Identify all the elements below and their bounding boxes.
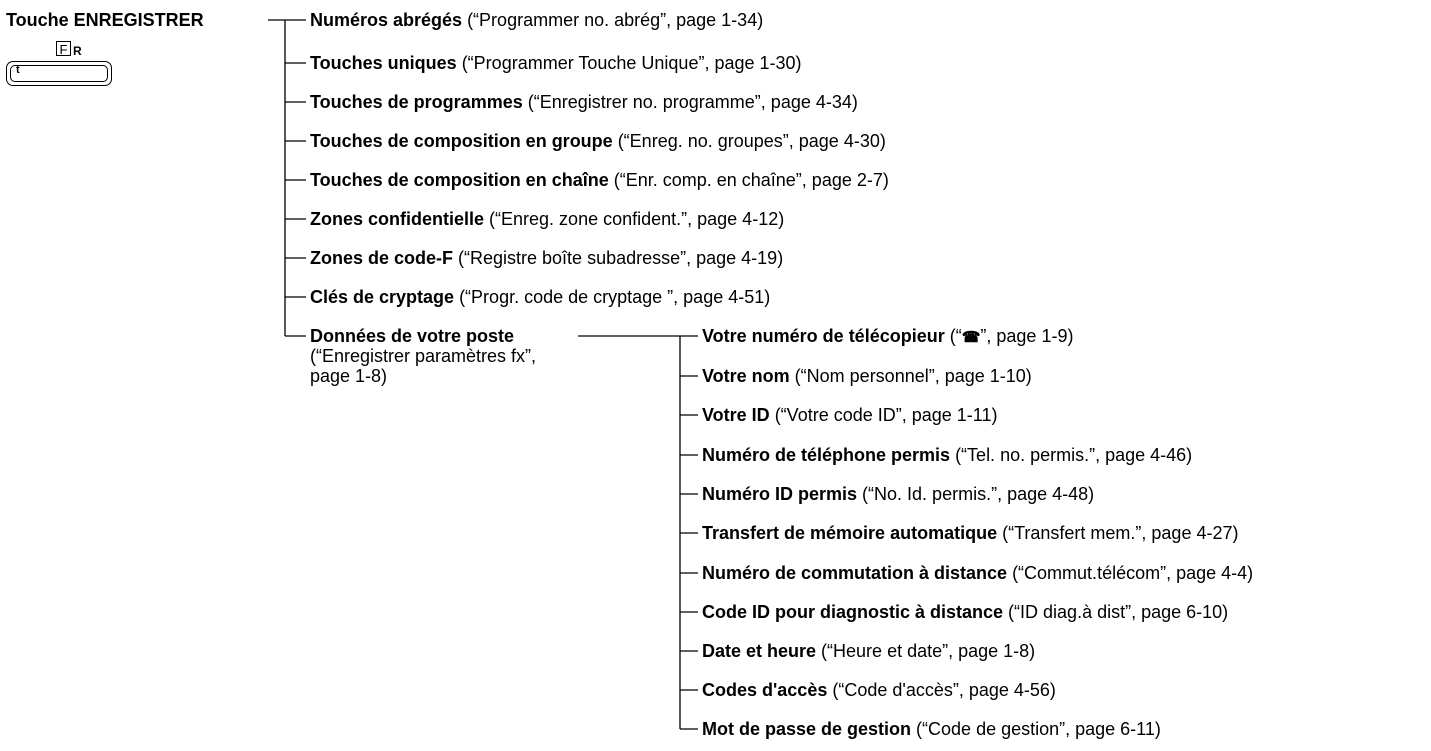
sub-permitted-id: [702, 484, 1094, 504]
branch-speed-dial: [310, 10, 763, 30]
branch-confidential: [310, 209, 784, 229]
sub-ref: (“Heure et date”, page 1-8): [816, 641, 1036, 661]
branch-label: Touches de programmes: [310, 92, 523, 112]
key-button-icon: [6, 61, 112, 86]
branch-chain-dial: [310, 170, 889, 190]
sub-permitted-phone: [702, 445, 1192, 465]
sub-label: Votre numéro de télécopieur: [702, 326, 945, 346]
sub-ref-pre: (“: [944, 326, 962, 346]
sub-ref: (“ID diag.à dist”, page 6-10): [1003, 602, 1229, 622]
branch-one-touch: [310, 53, 802, 73]
branch-ref: (“Progr. code de cryptage ”, page 4-51): [454, 287, 771, 307]
branch-label: Numéros abrégés: [310, 10, 463, 30]
branch-fcode: [310, 248, 783, 268]
sub-label: Votre nom: [702, 366, 790, 386]
branch-ref: (“Enreg. no. groupes”, page 4-30): [612, 131, 886, 151]
sub-name: [702, 366, 1032, 386]
sub-label: Codes d'accès: [702, 680, 828, 700]
branch-label: Clés de cryptage: [310, 287, 455, 307]
sub-fax-number: [702, 326, 1073, 348]
enregistrer-key: [6, 38, 116, 96]
sub-ref: (“Commut.télécom”, page 4-4): [1007, 563, 1254, 583]
branch-ref: (“Enregistrer paramètres fx”,: [310, 346, 537, 366]
branch-station-data: [310, 326, 514, 346]
sub-date-time: [702, 641, 1035, 661]
branch-ref: (“Registre boîte subadresse”, page 4-19): [453, 248, 784, 268]
branch-group-dial: [310, 131, 886, 151]
sub-remote-switch: [702, 563, 1253, 583]
branch-label: Données de votre poste: [310, 326, 515, 346]
sub-label: Numéro ID permis: [702, 484, 858, 504]
sub-ref: (“Transfert mem.”, page 4-27): [997, 523, 1239, 543]
sub-ref: (“Votre code ID”, page 1-11): [769, 405, 998, 425]
branch-label: Zones de code-F: [310, 248, 454, 268]
branch-ref: (“Enreg. zone confident.”, page 4-12): [484, 209, 785, 229]
sub-ref: (“Tel. no. permis.”, page 4-46): [950, 445, 1193, 465]
branch-ref: (“Programmer no. abrég”, page 1-34): [462, 10, 764, 30]
branch-program-keys: [310, 92, 858, 112]
sub-ref: (“Code de gestion”, page 6-11): [911, 719, 1161, 739]
sub-remote-diag: [702, 602, 1228, 622]
sub-memory-transfer: [702, 523, 1238, 543]
sub-label: Date et heure: [702, 641, 817, 661]
sub-id: [702, 405, 997, 425]
sub-access-codes: [702, 680, 1056, 700]
branch-label: Touches de composition en groupe: [310, 131, 613, 151]
key-t-label: t: [16, 64, 20, 76]
branch-ref: (“Enregistrer no. programme”, page 4-34): [522, 92, 858, 112]
sub-ref: (“Nom personnel”, page 1-10): [789, 366, 1032, 386]
sub-label: Numéro de commutation à distance: [702, 563, 1008, 583]
sub-ref-post: ”, page 1-9): [980, 326, 1074, 346]
branch-ref: (“Enr. comp. en chaîne”, page 2-7): [608, 170, 889, 190]
branch-label: Touches uniques: [310, 53, 457, 73]
branch-ref: (“Programmer Touche Unique”, page 1-30): [456, 53, 802, 73]
sub-management-password: [702, 719, 1161, 739]
branch-ref: page 1-8): [310, 366, 388, 386]
branch-label: Touches de composition en chaîne: [310, 170, 609, 190]
sub-label: Transfert de mémoire automatique: [702, 523, 998, 543]
branch-label: Zones confidentielle: [310, 209, 485, 229]
sub-label: Votre ID: [702, 405, 770, 425]
branch-encryption: [310, 287, 770, 307]
phone-icon: ☎: [961, 329, 981, 346]
sub-label: Numéro de téléphone permis: [702, 445, 951, 465]
root-title: Touche ENREGISTRER: [6, 10, 204, 30]
sub-label: Mot de passe de gestion: [702, 719, 912, 739]
key-f-box: F: [56, 41, 71, 56]
sub-ref: (“No. Id. permis.”, page 4-48): [857, 484, 1095, 504]
key-fr-label: [56, 38, 82, 58]
key-r-label: R: [73, 44, 82, 58]
sub-label: Code ID pour diagnostic à distance: [702, 602, 1004, 622]
sub-ref: (“Code d'accès”, page 4-56): [827, 680, 1056, 700]
